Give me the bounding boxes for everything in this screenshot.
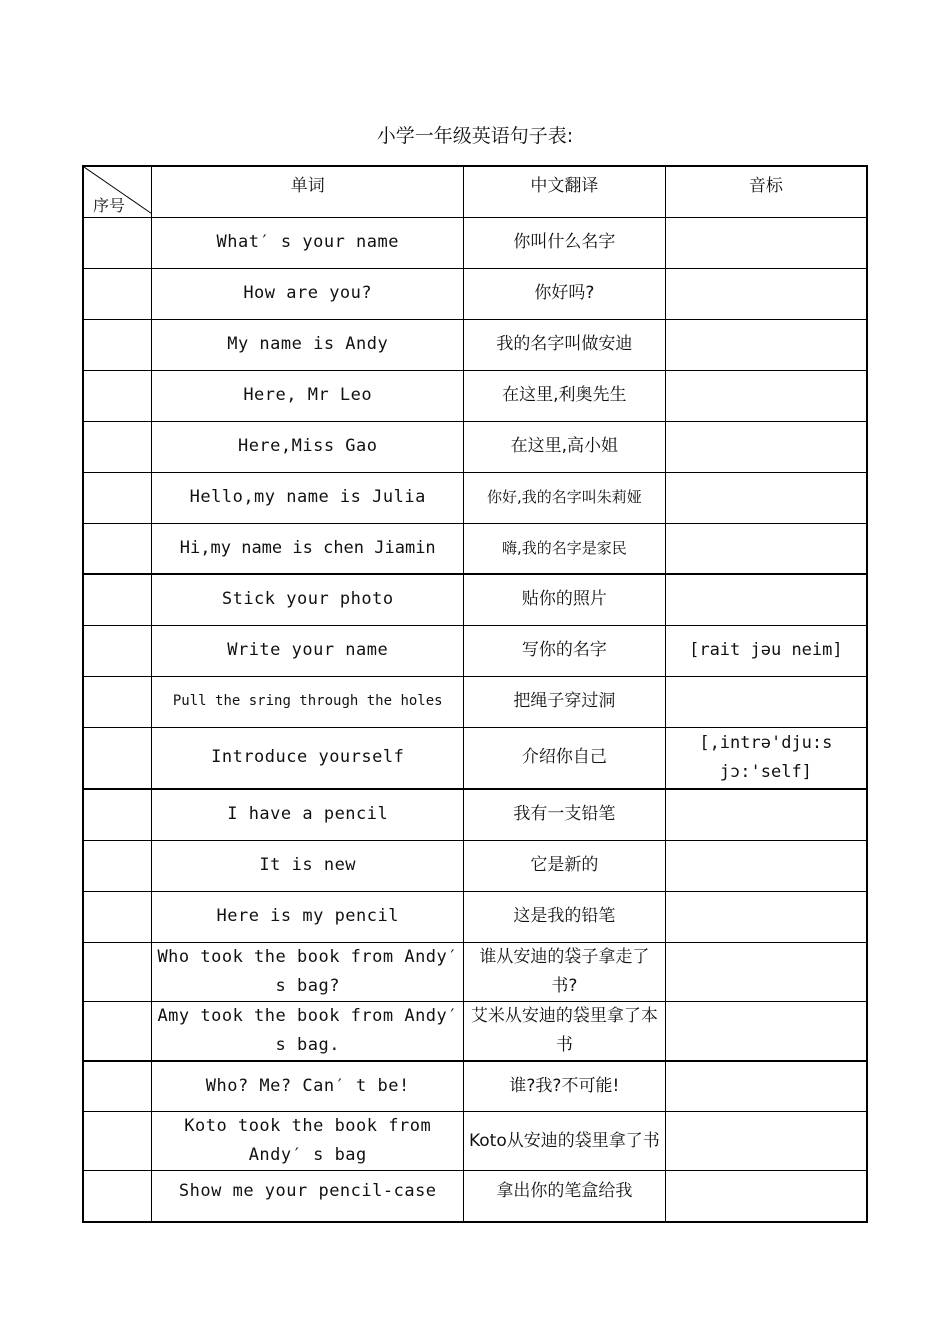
english-sentence: I have a pencil [152,789,464,840]
phonetic [665,840,867,891]
row-number [83,891,152,942]
table-row [83,789,867,840]
table-header-row [83,166,867,217]
chinese-translation: 嗨,我的名字是家民 [463,523,665,574]
english-sentence: Hi,my name is chen Jiamin [152,523,464,574]
english-sentence: Amy took the book from Andy′ s bag. [152,1001,464,1061]
phonetic [665,789,867,840]
phonetic [665,942,867,1001]
chinese-translation: 谁?我?不可能! [463,1061,665,1112]
chinese-translation: 我的名字叫做安迪 [463,319,665,370]
row-number [83,421,152,472]
chinese-translation: 这是我的铅笔 [463,891,665,942]
row-number [83,217,152,268]
table-row [83,574,867,625]
phonetic: [,intrə'dju:s jɔ:'self] [665,727,867,789]
chinese-translation: 你好吗? [463,268,665,319]
header-number: 序号 [93,195,126,215]
row-number [83,625,152,676]
chinese-translation: 在这里,高小姐 [463,421,665,472]
row-number [83,319,152,370]
row-number [83,523,152,574]
english-sentence: Here is my pencil [152,891,464,942]
table-row [83,1061,867,1112]
row-number [83,727,152,789]
table-row [83,727,867,789]
english-sentence: What′ s your name [152,217,464,268]
row-number [83,472,152,523]
row-number [83,1171,152,1222]
phonetic [665,421,867,472]
english-sentence: It is new [152,840,464,891]
page-title: 小学一年级英语句子表: [376,125,574,147]
table-row [83,891,867,942]
chinese-translation: 我有一支铅笔 [463,789,665,840]
header-number-cell [83,166,152,217]
header-chinese: 中文翻译 [463,166,665,217]
phonetic [665,268,867,319]
english-sentence: Who took the book from Andy′ s bag? [152,942,464,1001]
chinese-translation: 写你的名字 [463,625,665,676]
chinese-translation: 在这里,利奥先生 [463,370,665,421]
table-row [83,625,867,676]
chinese-translation: 把绳子穿过洞 [463,676,665,727]
phonetic [665,1061,867,1112]
table-row [83,421,867,472]
phonetic [665,891,867,942]
row-number [83,370,152,421]
row-number [83,1001,152,1061]
table-row [83,217,867,268]
english-sentence: Show me your pencil-case [152,1171,464,1222]
table-row [83,942,867,1001]
chinese-translation: 它是新的 [463,840,665,891]
row-number [83,789,152,840]
row-number [83,268,152,319]
table-row [83,319,867,370]
chinese-translation: 你好,我的名字叫朱莉娅 [463,472,665,523]
table-row [83,1001,867,1061]
english-sentence: Stick your photo [152,574,464,625]
row-number [83,1061,152,1112]
phonetic [665,1001,867,1061]
english-sentence: My name is Andy [152,319,464,370]
phonetic: [rait jəu neim] [665,625,867,676]
chinese-translation: 你叫什么名字 [463,217,665,268]
phonetic [665,319,867,370]
table-row [83,472,867,523]
english-sentence: Here,Miss Gao [152,421,464,472]
row-number [83,942,152,1001]
phonetic [665,523,867,574]
phonetic [665,1171,867,1222]
table-row [83,840,867,891]
table-row [83,523,867,574]
chinese-translation: 贴你的照片 [463,574,665,625]
table-row [83,370,867,421]
chinese-translation: 拿出你的笔盒给我 [463,1171,665,1222]
row-number [83,574,152,625]
english-sentence: Who? Me? Can′ t be! [152,1061,464,1112]
chinese-translation: Koto从安迪的袋里拿了书 [463,1112,665,1171]
english-sentence: How are you? [152,268,464,319]
phonetic [665,574,867,625]
english-sentence: Introduce yourself [152,727,464,789]
phonetic [665,217,867,268]
phonetic [665,370,867,421]
table-row [83,268,867,319]
sentence-table [82,165,868,1223]
row-number [83,840,152,891]
english-sentence: Pull the sring through the holes [152,676,464,727]
header-word: 单词 [152,166,464,217]
chinese-translation: 介绍你自己 [463,727,665,789]
row-number [83,1112,152,1171]
phonetic [665,472,867,523]
phonetic [665,676,867,727]
english-sentence: Write your name [152,625,464,676]
header-phonetic: 音标 [665,166,867,217]
chinese-translation: 谁从安迪的袋子拿走了书? [463,942,665,1001]
english-sentence: Koto took the book from Andy′ s bag [152,1112,464,1171]
english-sentence: Here, Mr Leo [152,370,464,421]
table-row [83,1112,867,1171]
table-row [83,676,867,727]
chinese-translation: 艾米从安迪的袋里拿了本书 [463,1001,665,1061]
phonetic [665,1112,867,1171]
row-number [83,676,152,727]
english-sentence: Hello,my name is Julia [152,472,464,523]
table-row [83,1171,867,1222]
